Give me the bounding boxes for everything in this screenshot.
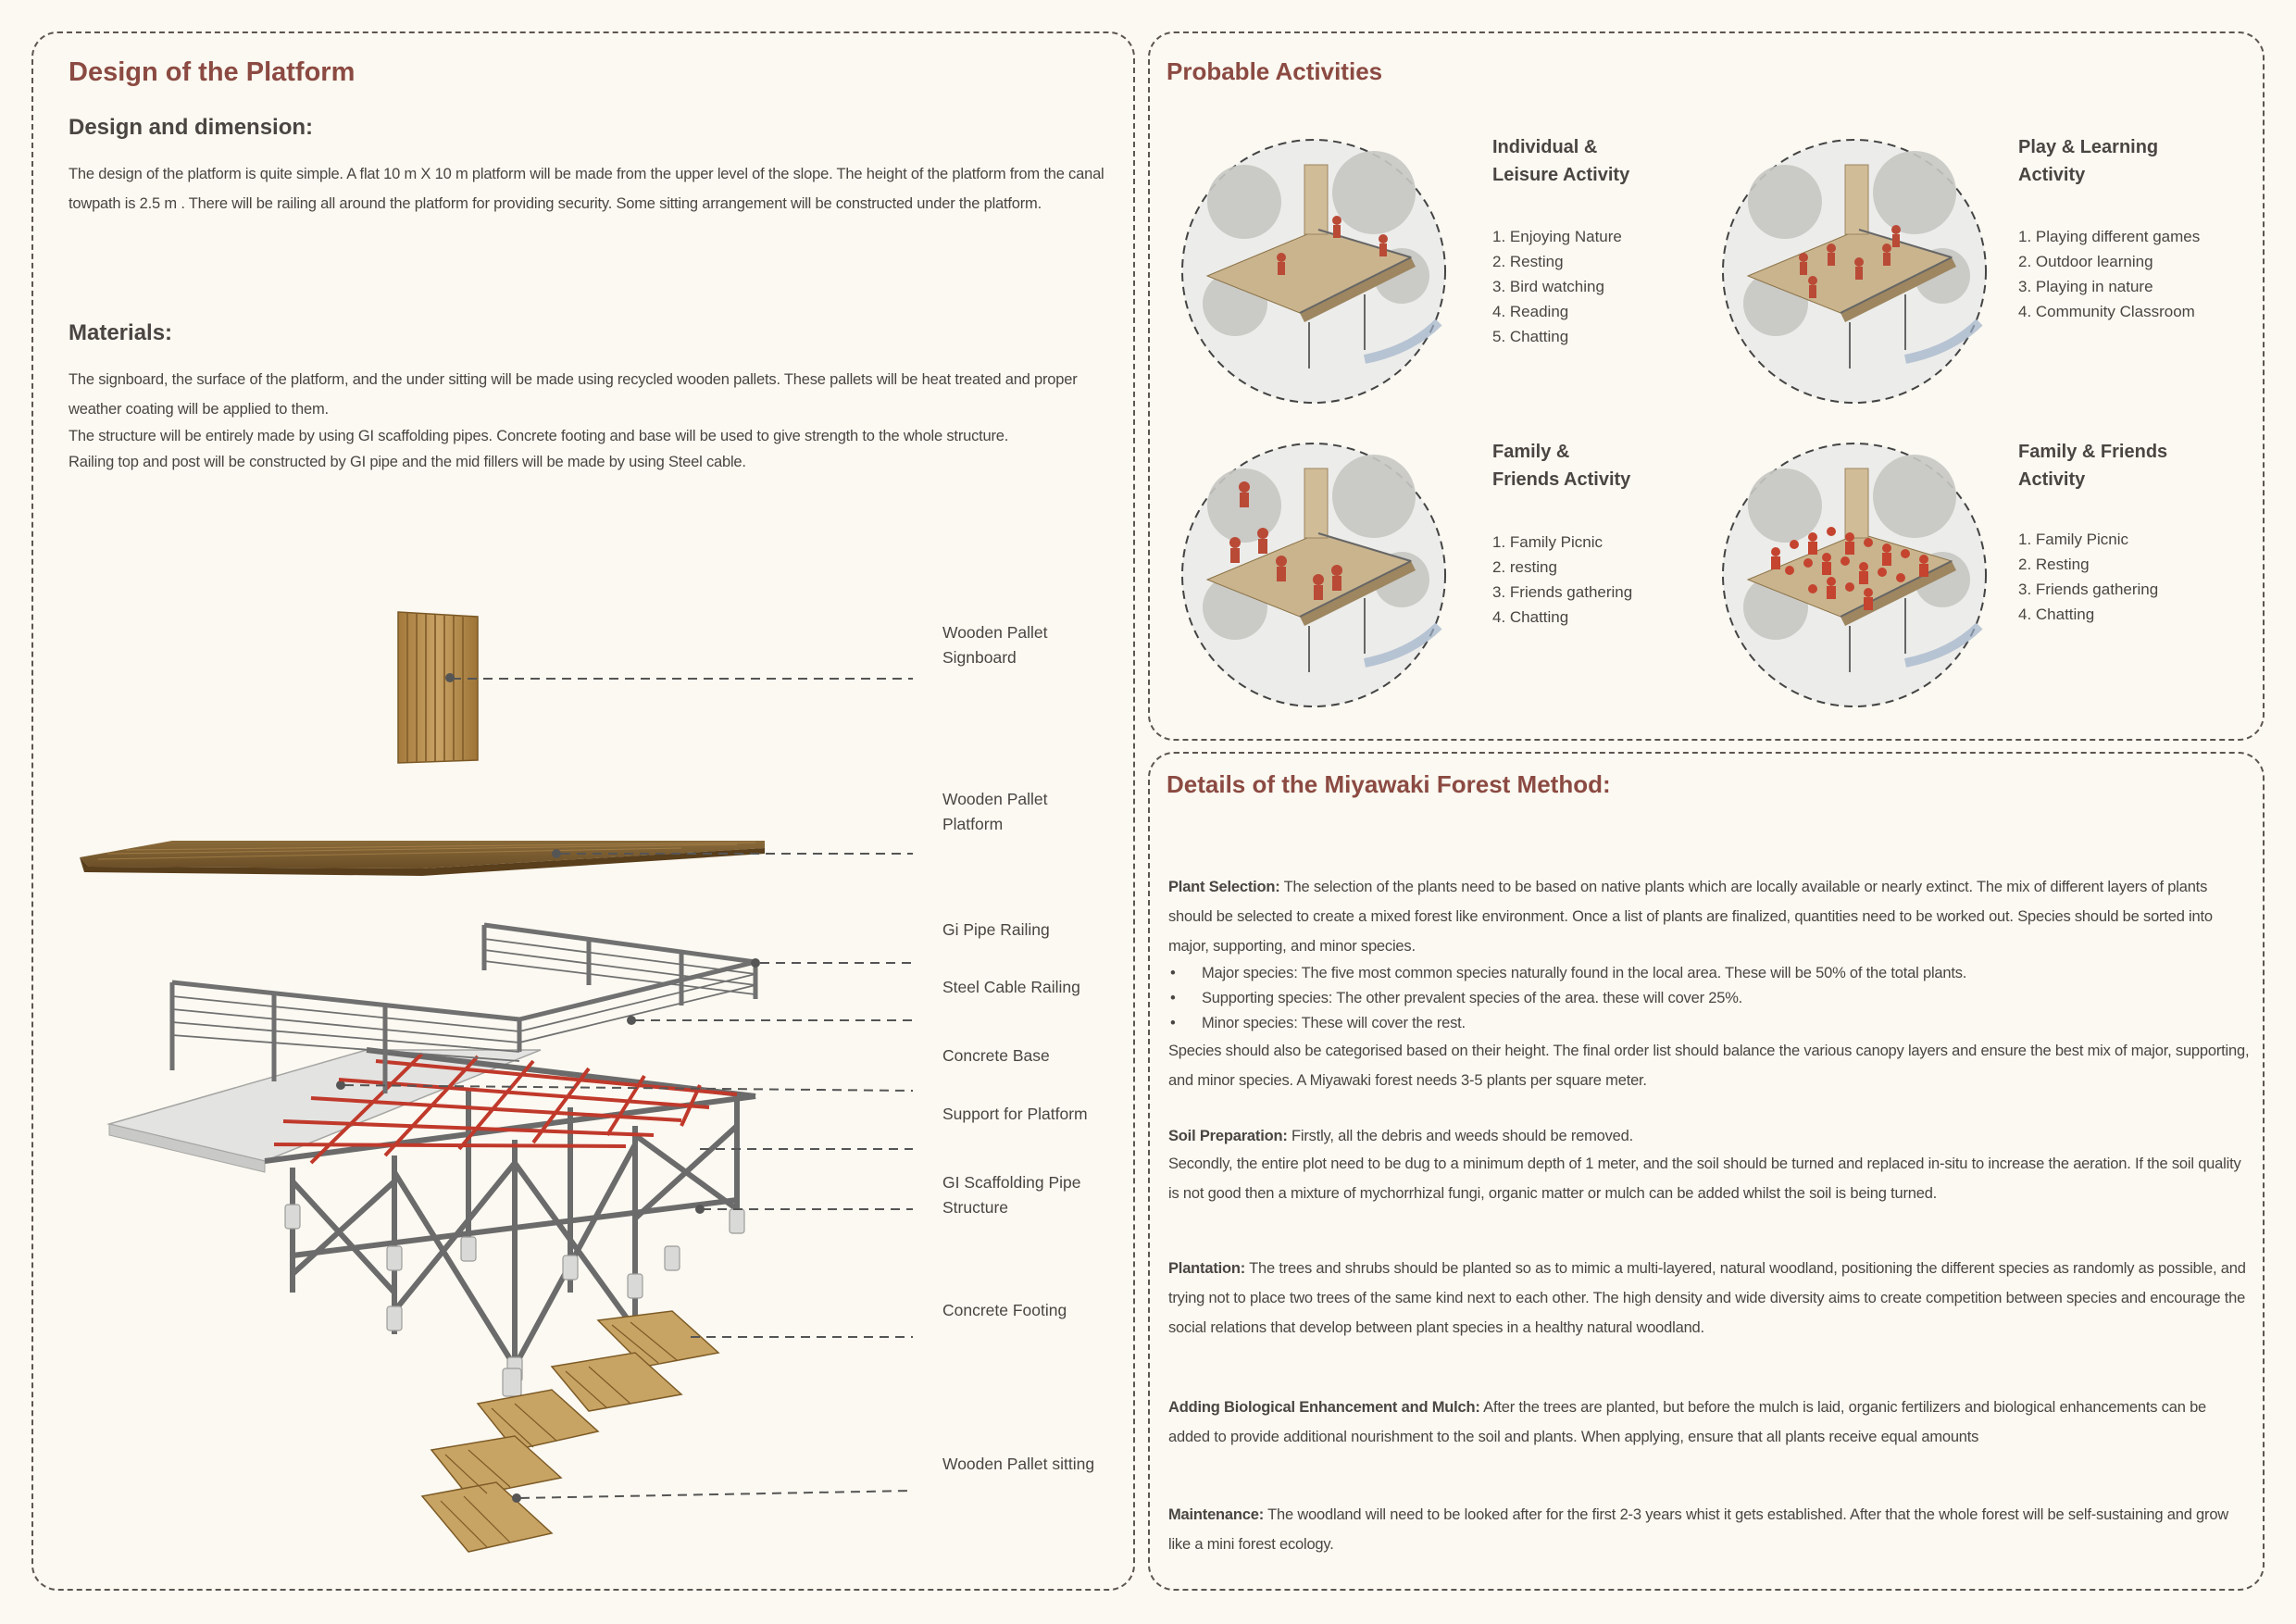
deck-shape: [80, 841, 765, 876]
callout-pallet-sitting: Wooden Pallet sitting: [942, 1455, 1095, 1473]
bio-text: After the trees are planted, but before the mulch is laid, organic fertilizers and biological enhancements can be added to provide additional nourishment to the soil and plants. When applying, ensure that all plants receive equal amounts: [1168, 1399, 2207, 1445]
activity-image-group: [1720, 441, 1989, 709]
plant-selection-text: The selection of the plants need to be based on native plants which are locally available or nearly extinct. The mix of different layers of plants should be selected to create a mixed forest like environment. Once a list of plants are finalized, quantities need to be worked out. Species should be sorted into major, supporting, and minor species.: [1168, 879, 2213, 955]
plant-selection-after: Species should also be categorised based on their height. The final order list should balance the various canopy layers and ensure the best mix of major, supporting, and minor species. A Miyawaki forest needs 3-5 plants per square meter.: [1168, 1043, 2250, 1089]
list-item: 2. resting: [1492, 558, 1557, 576]
maintenance-text: The woodland will need to be looked after for the first 2-3 years whist it gets established. After that the whole forest will be self-sustaining and grow like a mini forest ecology.: [1168, 1506, 2229, 1553]
activity-image-family-friends: [1179, 441, 1448, 709]
bullet-minor: • Minor species: These will cover the rest.: [1168, 1011, 2252, 1036]
soil-label: Soil Preparation:: [1168, 1128, 1288, 1144]
miyawaki-panel: [1148, 752, 2265, 1591]
soil-text: Firstly, all the debris and weeds should be removed.: [1287, 1128, 1633, 1144]
list-item: 1. Enjoying Nature: [1492, 228, 1622, 245]
list-item: 2. Resting: [1492, 253, 1564, 270]
signboard-shape: [398, 612, 478, 763]
callout-signboard: Wooden Pallet Signboard: [942, 623, 1048, 667]
list-item: 1. Family Picnic: [1492, 533, 1603, 551]
platform-design-panel: [31, 31, 1135, 1591]
list-item: 1. Family Picnic: [2018, 531, 2129, 548]
pallet-seating-shape: [422, 1311, 718, 1552]
bullet-supporting: • Supporting species: The other prevalent species of the area. these will cover 25%.: [1168, 986, 2252, 1011]
list-item: 2. Resting: [2018, 556, 2090, 573]
platform-title: Design of the Platform: [69, 57, 356, 87]
list-item: 5. Chatting: [1492, 328, 1569, 345]
materials-line-1: The signboard, the surface of the platform, and the under sitting will be made using recycled wooden pallets. These pallets will be heat treated and proper weather coating will be applied to them.: [69, 371, 1078, 418]
plant-selection-label: Plant Selection:: [1168, 879, 1280, 895]
activity-family-list: [1492, 530, 1632, 630]
design-text: The design of the platform is quite simple. A flat 10 m X 10 m platform will be made from the upper level of the slope. The height of the platform from the canal towpath is 2.5 m . There will be railing all around the platform for providing security. Some sitting arrangement will be constructed under the platform.: [69, 166, 1104, 212]
activity-image-individual: [1179, 137, 1448, 406]
design-heading: Design and dimension:: [69, 115, 314, 140]
plantation-label: Plantation:: [1168, 1260, 1246, 1277]
list-item: 3. Bird watching: [1492, 278, 1604, 295]
callout-platform: Wooden Pallet Platform: [942, 790, 1048, 833]
soil-text-2: Secondly, the entire plot need to be dug to a minimum depth of 1 meter, and the soil should be turned and replaced in-situ to increase the aeration. If the soil quality is not good then a mixture of mychorrhizal fungi, organic matter or mulch can be added whilst the soil is being turned.: [1168, 1156, 2241, 1202]
list-item: 4. Chatting: [2018, 606, 2095, 623]
list-item: 4. Community Classroom: [2018, 303, 2195, 320]
callout-gi-pipe-railing: Gi Pipe Railing: [942, 920, 1050, 939]
activity-family-title: Family & Friends Activity: [1492, 442, 1631, 490]
maintenance-label: Maintenance:: [1168, 1506, 1265, 1523]
materials-heading: Materials:: [69, 320, 173, 345]
activity-play-list: [2018, 224, 2200, 324]
list-item: 4. Chatting: [1492, 608, 1569, 626]
list-item: 3. Playing in nature: [2018, 278, 2153, 295]
materials-text: [69, 365, 1105, 475]
soil-preparation-section: [1168, 1124, 2252, 1208]
callout-scaffolding-structure: GI Scaffolding Pipe Structure: [942, 1173, 1081, 1217]
activities-panel: [1148, 31, 2265, 741]
bio-enhancement-section: [1168, 1393, 2252, 1452]
plantation-text: The trees and shrubs should be planted so as to mimic a multi-layered, natural woodland, positioning the different species as randomly as possible, and trying not to place two trees of the same kind next to each other. The high density and wide diversity aims to create competition between species and encourage the social relations that develop between plant species in a healthy natural woodland.: [1168, 1260, 2246, 1336]
miyawaki-title: Details of the Miyawaki Forest Method:: [1167, 770, 1611, 798]
callout-steel-cable-railing: Steel Cable Railing: [942, 978, 1080, 996]
bullet-major: • Major species: The five most common species naturally found in the local area. These will be 50% of the total plants.: [1168, 961, 2252, 986]
list-item: 3. Friends gathering: [1492, 583, 1633, 601]
activity-group-list: [2018, 527, 2158, 627]
list-item: 1. Playing different games: [2018, 228, 2201, 245]
list-item: 3. Friends gathering: [2018, 581, 2159, 598]
activity-play-title: Play & Learning Activity: [2018, 137, 2159, 185]
plantation-section: [1168, 1254, 2252, 1343]
exploded-platform-diagram: [33, 570, 1137, 1589]
materials-line-3: Railing top and post will be constructed by GI pipe and the mid fillers will be made by using Steel cable.: [69, 453, 746, 470]
bio-label: Adding Biological Enhancement and Mulch:: [1168, 1399, 1480, 1416]
maintenance-section: [1168, 1500, 2252, 1559]
activity-individual-list: [1492, 224, 1622, 349]
callout-concrete-base: Concrete Base: [942, 1046, 1050, 1065]
list-item: 4. Reading: [1492, 303, 1569, 320]
activities-title: Probable Activities: [1167, 57, 1383, 85]
activity-group-title: Family & Friends Activity: [2018, 442, 2168, 490]
callout-concrete-footing: Concrete Footing: [942, 1301, 1067, 1319]
callout-support-platform: Support for Platform: [942, 1105, 1088, 1123]
materials-line-2: The structure will be entirely made by using GI scaffolding pipes. Concrete footing and base will be used to give strength to the whole structure.: [69, 428, 1009, 444]
activity-individual-title: Individual & Leisure Activity: [1492, 137, 1630, 185]
list-item: 2. Outdoor learning: [2018, 253, 2153, 270]
plant-selection-section: [1168, 872, 2252, 1095]
activity-image-play-learning: [1720, 137, 1989, 406]
